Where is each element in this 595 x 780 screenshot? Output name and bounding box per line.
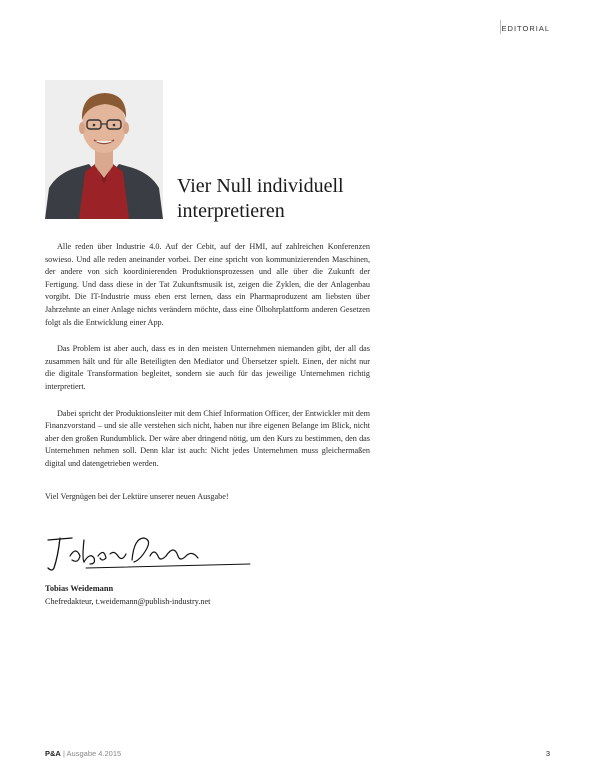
- handwritten-signature: [42, 526, 252, 576]
- article-body: [45, 241, 370, 517]
- body-paragraph: Das Problem ist aber auch, dass es in den meisten Unternehmen niemanden gibt, der all das zusammen hält und für alle Beteiligten den Mediator und Übersetzer spielt. Einen, der nicht nur die digitale Transformation begleitet, sondern sie auch für das jeweilige Unternehmen richtig interpretiert.: [45, 344, 370, 391]
- author-role: Chefredakteur, t.weidemann@publish-industry.net: [45, 597, 211, 606]
- body-paragraph: Alle reden über Industrie 4.0. Auf der Cebit, auf der HMI, auf zahlreichen Konferenzen sowieso. Und alle reden aneinander vorbei. Der eine spricht von kommunizierenden Maschinen, der andere von sich koordinierenden Produktionsprozessen und alle über die Zukunft der Fertigung. Und dass diese in der Tat Zukunftsmusik ist, zeigen die Zyklen, die der Anlagenbau vorgibt. Die IT-Industrie muss eben erst lernen, dass ein Pharmaproduzent am liebsten über Jahrzehnte an einer Anlage nichts verändern möchte, dass eine Ölbohrplattform anderen Gesetzen folgt als die Entwicklung einer App.: [45, 242, 370, 327]
- issue-label: | Ausgabe 4.2015: [62, 749, 122, 758]
- headline-line-1: Vier Null individuell: [177, 175, 344, 197]
- footer-publication: [45, 749, 121, 758]
- page-number: 3: [545, 749, 550, 758]
- article-headline: [177, 174, 344, 224]
- publication-logo: P&A: [45, 749, 61, 758]
- section-label: EDITORIAL: [501, 24, 550, 33]
- closing-line: Viel Vergnügen bei der Lektüre unserer neuen Ausgabe!: [45, 491, 229, 501]
- headline-line-2: interpretieren: [177, 200, 285, 222]
- body-paragraph: Dabei spricht der Produktionsleiter mit dem Chief Information Officer, der Entwickler mit dem Finanzvorstand – und sie alle verstehen sich nicht, haben nur ihre eigenen Belange im Blick, nicht aber den großen Rundumblick. Der wäre aber dringend nötig, um den Kurs zu bestimmen, den das Unternehmen nehmen soll. Denn klar ist auch: Nicht jedes Unternehmen muss gleichermaßen digital und datengetrieben werden.: [45, 408, 370, 468]
- author-name: Tobias Weidemann: [45, 584, 114, 593]
- author-portrait: [45, 80, 163, 219]
